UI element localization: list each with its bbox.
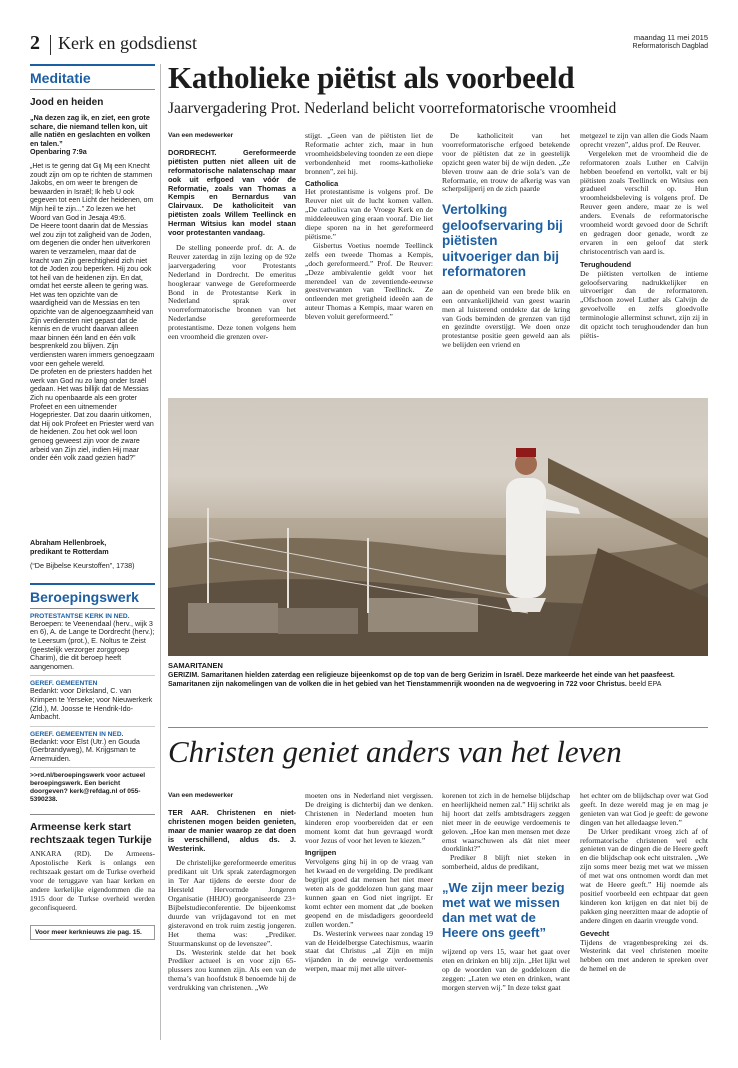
paragraph: Gisbertus Voetius noemde Teellinck zelfs een tweede Thomas a Kempis, „doch gereformeerd.” Prof. De Reuver: „Deze ambivalentie geldt voor het merendeel van de zeventiende-eeuwse geestverwanten van Teellinck. Ze ontleenden met gretigheid ideeën aan de auteur Thomas a Kempis, maar waren en bleven voluit gereformeerd.” [305,240,433,322]
beroepingswerk-label: Beroepingswerk [30,588,139,605]
article1-col4 [580,132,708,362]
article2-pullquote: „We zijn meer bezig met wat we missen dan met wat de Heere ons geeft” [442,880,565,941]
article2-col1 [168,792,296,1042]
divider [30,767,155,768]
paragraph: De stelling poneerde prof. dr. A. de Reuver zaterdag in zijn lezing op de 92e jaarvergadering voor Protestants Nederland in Dordrecht. De emeritus hoogleraar vanwege de Gereformeerde Bond in de Protestantse Kerk in Nederland sprak over voorreformatorische bronnen van het Nederlandse gereformeerde protestantisme. Deze tonen volgens hem een vroomheid die grenzen over- [168,242,296,342]
meditatie-title: Jood en heiden [30,97,104,108]
armeense-body: ANKARA (RD). De Armeens-Apostolische Kerk is onlangs een rechtszaak gestart om de Turkse overheid voor de teruggave van haar kerken en andere kerkelijke eigendommen die na 1915 door de Turkse overheid werden geconfisqueerd. [30,849,155,912]
church-category: GEREF. GEMEENTEN [30,680,98,688]
beroep-entry: Bedankt: voor Dirksland, C. van Krimpen te Yerseke; voor Nieuwerkerk (Zld.), M. Joosse te Hendrik-Ido-Ambacht. [30,686,153,722]
paragraph: stijgt. „Geen van de piëtisten liet de Reformatie achter zich, maar in hun vroomheidsbeleving toonden ze een diepe verbondenheid met rooms-katholieke bronnen”, zei hij. [305,132,433,176]
article2-headline: Christen geniet anders van het leven [168,734,622,769]
paragraph: moeten ons in Nederland niet vergissen. De dreiging is dichterbij dan we denken. Christenen in Nederland moeten hun kinderen erop voorbereiden dat er een moment komt dat hun gevraagd wordt voor Jezus of voor het leven te kiezen.” [305,792,433,845]
article1-pullquote: Vertolking geloofservaring bij piëtisten uitvoeriger dan bij reformatoren [442,202,563,280]
paragraph: Vervolgens ging hij in op de vraag van het kwaad en de vergelding. De predikant begrijpt goed dat mensen het niet meer weten als de goddelozen hun gang maar kunnen gaan en God niet ingrijpt. Er komt echter een moment dat „de boeken geopend en de misdadigers geoordeeld zullen worden.” [305,857,433,929]
article1-col1 [168,132,296,362]
paragraph: het echter om de blijdschap over wat God geeft. In deze wereld mag je en mag je genieten van wat God je geeft: de gewone dingen van het alledaagse leven.” [580,792,708,827]
sidebar-rule [30,64,155,66]
byline: Van een medewerker [168,132,234,139]
meditatie-author: Abraham Hellenbroek, [30,537,107,547]
divider [30,89,155,90]
church-category: GEREF. GEMEENTEN IN NED. [30,730,124,738]
paragraph: De piëtisten vertolken de intieme geloofservaring nadrukkelijker en uitvoeriger dan de reformatoren. „Ofschoon zowel Luther als Calvijn de gevoelvolle en zelfs gloedvolle terminologie allerminst schuwt, zijn zij in dit opzicht toch terughoudender dan hun piëtis- [580,268,708,340]
subhead: Terughoudend [580,259,632,269]
divider [168,727,708,728]
article2-col2 [305,792,433,1042]
photo-caption [168,672,708,689]
beroep-entry: Beroepen: te Veenendaal (herv., wijk 3 en 6), A. de Lange te Dordrecht (herv.); te Leersum (prot.), E. Noltus te Zeist (geestelijk verzorger zorggroep Charim), die dit beroep heeft aangenomen. [30,618,155,671]
article1-col3 [442,132,570,362]
subhead: Ingrijpen [305,848,337,858]
page-header [30,32,708,60]
article2-lead: TER AAR. Christenen en niet-christenen mogen beiden genieten, maar de manier waarop ze dat doen is verschillend, aldus ds. J. Westerink. [168,807,296,853]
article1-col2 [305,132,433,362]
article1-subheadline: Jaarvergadering Prot. Nederland belicht voorreformatorische vroomheid [168,100,617,117]
paragraph: Ds. Westerink stelde dat het boek Prediker actueel is en voor zijn 65-plussers zou kunnen zijn. Als een van de thema’s van hoofdstuk 8 benoemde hij de verdrukking van christenen. „We [168,947,296,993]
subhead: Catholica [305,178,339,188]
paragraph: metgezel te zijn van allen die Gods Naam oprecht vrezen”, aldus prof. De Reuver. [580,132,708,149]
beroep-entry: Bedankt: voor Elst (Utr.) en Gouda (Gerbrandyweg), M. Krijgsman te Arnemuiden. [30,736,140,763]
more-news-text: Voor meer kerknieuws zie pag. 15. [35,928,142,936]
photo-credit: beeld EPA [628,680,662,688]
meditatie-source: (“De Bijbelse Keurstoffen”, 1738) [30,561,135,571]
armeense-title: Armeense kerk start rechtszaak tegen Turkije [30,821,152,846]
divider [30,726,155,727]
paragraph: Prediker 8 blijft niet steken in somberheid, aldus de predikant, [442,853,570,872]
subhead: Gevecht [580,928,610,938]
news-photo [168,398,708,656]
caption-text: GERIZIM. Samaritanen hielden zaterdag een religieuze bijeenkomst op de top van de berg Gerizim in Israël. Deze markeerde het einde van het paasfeest. Samaritanen zijn nakomelingen van de volken die in het gebied van het Tienstammenrijk woonden na de wegvoering in 722 voor Christus. [168,672,675,688]
paragraph: De profeten en de priesters hadden het werk van God nu zo lang onder Israël gedaan. Het was billijk dat de Messias Zich nu openbaarde als een groter Profeet en een uitnemender Hogepriester. Dat zou daarin uitkomen, dat Hij ook Profeet en Priester werd van de heidenen. Zou het ook wel loon genoeg geweest zijn voor de zware arbeid van Zijn ziel, indien Hij maar onder één volk zaad gezien had?” [30,369,154,463]
column-separator [160,64,161,1040]
byline: Van een medewerker [168,792,234,799]
header-paper: Reformatorisch Dagblad [632,43,708,50]
header-date: maandag 11 mei 2015 [633,33,708,42]
section-title: Kerk en godsdienst [58,33,197,53]
paragraph: De katholiciteit van het voorreformatorische erfgoed betekende voor de piëtisten dat ze in geestelijk opzicht geen water bij de wijn deden. „Ze bleven trouw aan de drie sola’s van de Reformatie, en trouw de afkerig was van scherpslijperij en de zich paarde [442,132,570,194]
paragraph: aan de openheid van een brede blik en een ontvankelijkheid van geest waarin men al luisterend ontdekte dat de kring van Gods beminden de grenzen van tijd en gezindte overstijgt. We doen onze protestantse positie geen geweld aan als we belijden een vriend en [442,286,570,350]
paragraph: „Het is te gering dat Gij Mij een Knecht zoudt zijn om op te richten de stammen Jakobs, en om weer te brengen de bewaarden in Israël; Ik heb U ook gegeven tot een Licht der heidenen, om Mijn heil te zijn...” Zo lezen we het Woord van God in Jesaja 49:6. [30,162,154,222]
sidebar [30,64,155,1040]
paragraph: wijzend op vers 15, waar het gaat over eten en drinken en blij zijn. „Het lijkt wel op de woorden van de goddelozen die zeggen: „Laten we eten en drinken, want morgen sterven wij.” In deze tekst gaat [442,947,570,992]
meditatie-ref: Openbaring 7:9a [30,147,87,157]
divider [30,814,155,815]
more-news-box [30,925,155,940]
meditatie-label: Meditatie [30,70,91,86]
paragraph: Ds. Westerink verwees naar zondag 19 van de Heidelbergse Catechismus, waarin staat dat Christus „al Zijn en mijn vijanden in de eeuwige verdoemenis werpen, maar mij met alle uitver- [305,928,433,974]
church-category: PROTESTANTSE KERK IN NED. [30,612,130,620]
sidebar-rule [30,583,155,585]
divider [30,675,155,676]
paragraph: Vergeleken met de vroomheid die de reformatoren zoals Luther en Calvijn hebben beoefend en vertolkt, valt er bij piëtisten zoals Teellinck en Witsius een gradueel verschil op. Hun vroomheidsbeleving is volgens prof. De Reuver geen andere, maar ze is wel anders. Evenals de reformatorische vroomheid wordt gevoed door de Schrift en gedragen door genade, wordt ze ervaren in een geloof dat sterk christocentrisch van aard is. [580,148,708,256]
paragraph: De christelijke gereformeerde emeritus predikant uit Urk sprak zaterdagmorgen in Ter Aar tijdens de eerste door de Hersteld Hervormde Jongeren Organisatie (HHJO) georganiseerde 23+ Bijbelstudieconferentie. De bijeenkomst duurde van vrijdagavond tot en met gisteravond en trok ruim zestig jongeren. Het thema was: „Prediker. Stuurmanskunst op de levenszee”. [168,858,296,948]
article2-col4 [580,792,708,1042]
beroepingswerk-link[interactable]: >>rd.nl/beroepingswerk voor actueel beroepingswerk. Een bericht doorgeven? kerk@refdag.nl of 055-5390238. [30,772,146,804]
article2-col3 [442,792,570,1042]
meditatie-author-role: predikant te Rotterdam [30,546,109,556]
paragraph: De Heere toont daarin dat de Messias wel zou zijn tot zaligheid van de Joden, om degenen die onder hen uitverkoren waren te verzamelen, maar dat de kracht van Zijn gerechtigheid zich niet tot de Joden zou beperken. Hij zou ook tot heil van de heidenen zijn. En dat, omdat het eerste alleen te gering was. Het was ten opzichte van de waardigheid van de Messias en ten opzichte van de algenoegzaamheid van Zijn verdiensten niet gepast dat de kennis en de vrucht daarvan alleen maar binnen één land en één volk besprenkeld zou blijven. Zijn verdiensten waren immers genoegzaam voor een gehele wereld. [30,223,155,368]
article1-lead: DORDRECHT. Gereformeerde piëtisten putten niet alleen uit de reformatorische nalatenschap maar ook uit erfgoed van vóór de Reformatie, zoals van Thomas a Kempis en Bernardus van Clairvaux. De katholiciteit van piëtisten zoals Willem Teellinck en Herman Witsius kan model staan voor protestanten vandaag. [168,147,296,238]
header-divider [50,35,51,55]
photo-caption-title: SAMARITANEN [168,661,223,670]
photo-illustration [168,398,708,656]
meditatie-body [30,163,155,533]
page-number: 2 [30,32,40,54]
article1-headline: Katholieke piëtist als voorbeeld [168,60,575,95]
meditatie-quote: „Na dezen zag ik, en ziet, een grote schare, die niemand tellen kon, uit alle natiën en geslachten en volken en talen.” [30,113,151,148]
paragraph: De Urker predikant vroeg zich af of reformatorische christenen wel echt genieten van de dingen die de Heere geeft en die blijdschap ook echt uitstralen. „We zijn soms meer bezig met wat we missen of met wat ons ontnomen wordt dan met wat de Heere geeft.” Hij noemde als positief voorbeeld een echtpaar dat geen kinderen kon krijgen en dat niet bij de pakken ging neerzitten maar de adoptie of andere dingen en daarin vreugde vond. [580,826,708,925]
divider [30,608,155,609]
paragraph: korenen tot zich in de hemelse blijdschap en heerlijkheid nemen zal.” Hij schrikt als hij hoort dat zelfs ambtsdragers zeggen niet meer in de eeuwige verdoemenis te geloven. „Hoe kan men mensen met deze ernst waarschuwen als dát niet meer doorklinkt?” [442,792,570,854]
paragraph: Het protestantisme is volgens prof. De Reuver niet uit de lucht komen vallen. „De catholica van de Vroege Kerk en de middeleeuwen ging eraan vooraf. Die liet diepe sporen na in het gereformeerd piëtisme.” [305,187,433,241]
paragraph: Tijdens de vragenbespreking zei ds. Westerink dat veel christenen moeite hebben om met anderen te spreken over de hemel en de [580,937,708,974]
